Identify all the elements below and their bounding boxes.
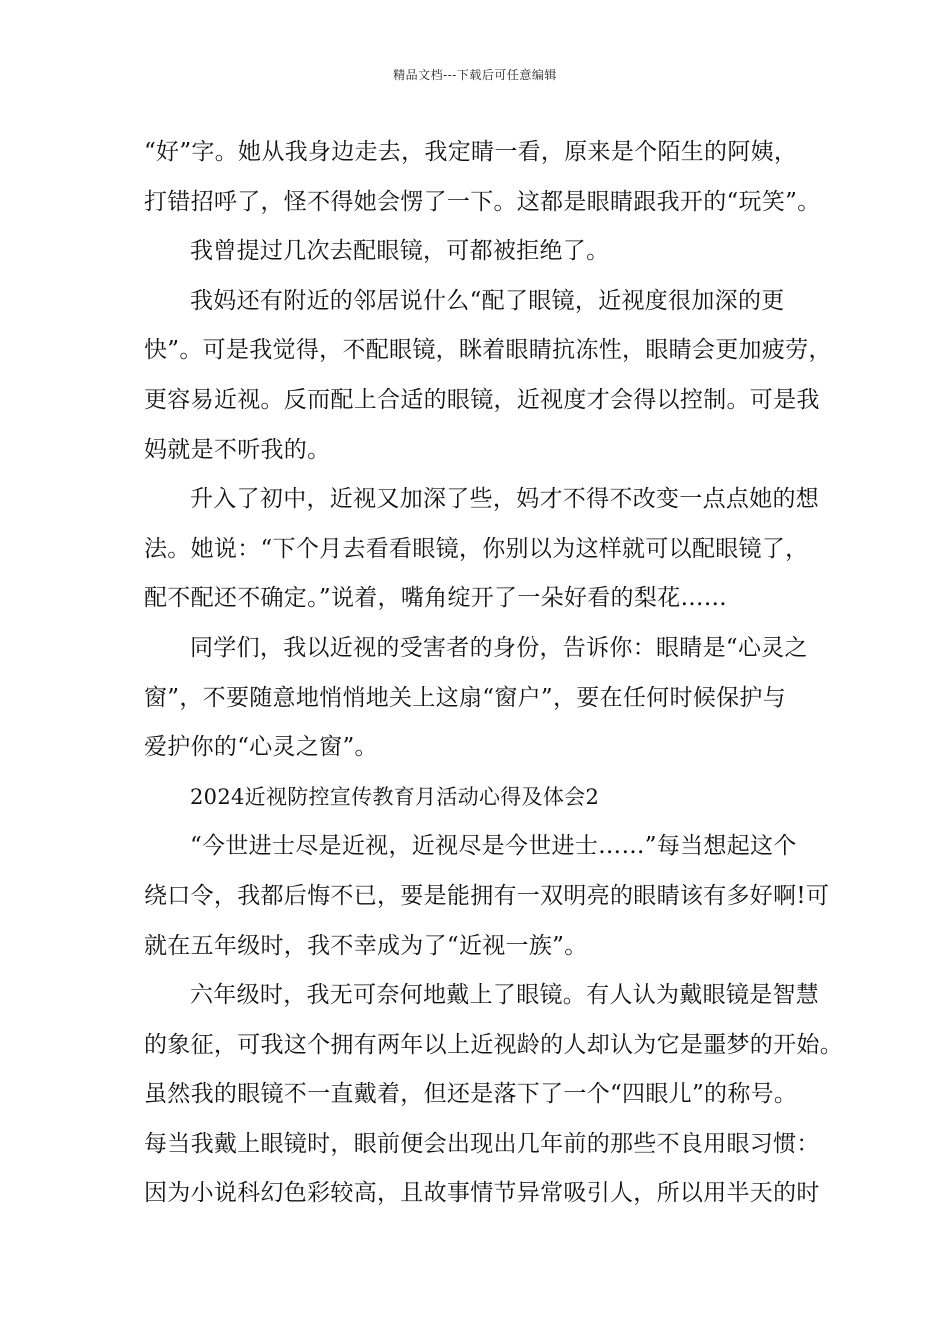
- section-heading: 2024近视防控宣传教育月活动心得及体会2: [190, 784, 600, 809]
- paragraph-start: 我妈还有附近的邻居说什么“配了眼镜，近视度很加深的更: [190, 287, 785, 314]
- paragraph-start: 我曾提过几次去配眼镜，可都被拒绝了。: [190, 238, 610, 265]
- paragraph-start: “今世进士尽是近视，近视尽是今世进士……”每当想起这个: [190, 833, 797, 860]
- text-line: 打错招呼了，怪不得她会愣了一下。这都是眼睛跟我开的“玩笑”。: [144, 188, 821, 215]
- text-line: 更容易近视。反而配上合适的眼镜，近视度才会得以控制。可是我: [144, 386, 820, 413]
- text-line: 虽然我的眼镜不一直戴着，但还是落下了一个“四眼儿”的称号。: [144, 1081, 798, 1108]
- text-line: 快”。可是我觉得，不配眼镜，眯着眼睛抗冻性，眼睛会更加疲劳，: [144, 337, 832, 364]
- text-line: 爱护你的“心灵之窗”。: [144, 734, 378, 761]
- paragraph-start: 同学们，我以近视的受害者的身份，告诉你：眼睛是“心灵之: [190, 634, 808, 661]
- paragraph-start: 升入了初中，近视又加深了些，妈才不得不改变一点点她的想: [190, 486, 820, 513]
- text-line: 因为小说科幻色彩较高，且故事情节异常吸引人，所以用半天的时: [144, 1180, 820, 1207]
- text-line: 的象征，可我这个拥有两年以上近视龄的人却认为它是噩梦的开始。: [144, 1031, 843, 1058]
- text-line: 窗”，不要随意地悄悄地关上这扇“窗户”，要在任何时候保护与: [144, 684, 786, 711]
- paragraph-start: 六年级时，我无可奈何地戴上了眼镜。有人认为戴眼镜是智慧: [190, 982, 820, 1009]
- page-header: 精品文档---下载后可任意编辑: [393, 68, 557, 82]
- text-line: 绕口令，我都后悔不已，要是能拥有一双明亮的眼睛该有多好啊!可: [144, 882, 830, 909]
- text-line: 配不配还不确定。”说着，嘴角绽开了一朵好看的梨花……: [144, 585, 728, 612]
- text-line: 每当我戴上眼镜时，眼前便会出现出几年前的那些不良用眼习惯：: [144, 1130, 820, 1157]
- document-body: [144, 128, 843, 1219]
- text-line: 法。她说：“下个月去看看眼镜，你别以为这样就可以配眼镜了，: [144, 535, 809, 562]
- text-line: 妈就是不听我的。: [144, 436, 331, 463]
- text-line: “好”字。她从我身边走去，我定睛一看，原来是个陌生的阿姨，: [144, 139, 798, 165]
- text-line: 就在五年级时，我不幸成为了“近视一族”。: [144, 932, 588, 959]
